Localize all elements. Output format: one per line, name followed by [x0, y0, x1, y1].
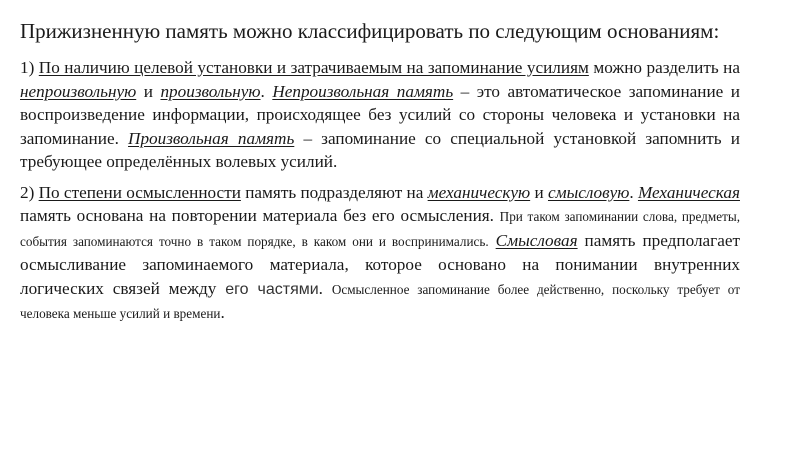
term-voluntary: произвольную	[160, 81, 261, 101]
term-semantic: смысловую	[547, 182, 630, 202]
term-involuntary-memory: Непроизвольная память	[272, 81, 454, 101]
definition-involuntary: – это автоматическое запоминание и воспроизведение информации, происходящее без усилий со стороны человека и установки на запоминание.	[20, 81, 741, 148]
paragraph-meaningful-memory	[20, 181, 740, 326]
semantic-detail: Осмысленное запоминание более действенно, поскольку требует от человека меньше усилий и времени	[20, 281, 740, 321]
term-mechanical-memory: Механическая	[637, 182, 740, 202]
criterion-effort: По наличию целевой установки и затрачиваемым на запоминание усилиям	[38, 58, 589, 77]
text	[489, 231, 496, 250]
item-number: 2)	[20, 182, 39, 202]
text: .	[260, 81, 273, 101]
paragraph-voluntary-memory	[20, 56, 740, 174]
slide-heading: Прижизненную память можно классифицировать по следующим основаниям:	[20, 19, 720, 43]
term-voluntary-memory: Произвольная память	[128, 128, 295, 148]
text: и	[136, 81, 161, 101]
mechanical-detail: При таком запоминании слова, предметы, события запоминаются точно в таком порядке, в каком они и воспринимались.	[20, 209, 740, 249]
definition-semantic: память предполагает осмысливание запоминаемого материала, которое основано на понимании внутренних логических связей между	[20, 230, 740, 298]
text: память подразделяют на	[240, 182, 428, 202]
text: и	[530, 182, 548, 202]
text: .	[629, 182, 638, 202]
definition-semantic-end: его частями	[225, 280, 319, 298]
term-involuntary: непроизвольную	[20, 81, 137, 101]
term-mechanical: механическую	[427, 182, 531, 202]
criterion-meaningfulness: По степени осмысленности	[38, 182, 241, 202]
definition-voluntary: – запоминание со специальной установкой запомнить и требующее определённых волевых усилий.	[20, 128, 740, 171]
text: можно разделить на	[588, 58, 740, 77]
definition-mechanical: память основана на повторении материала без его осмысления.	[20, 206, 500, 225]
item-number: 1)	[20, 58, 39, 77]
term-semantic-memory: Смысловая	[495, 230, 578, 250]
final-period: .	[220, 303, 225, 322]
text: .	[318, 278, 332, 298]
